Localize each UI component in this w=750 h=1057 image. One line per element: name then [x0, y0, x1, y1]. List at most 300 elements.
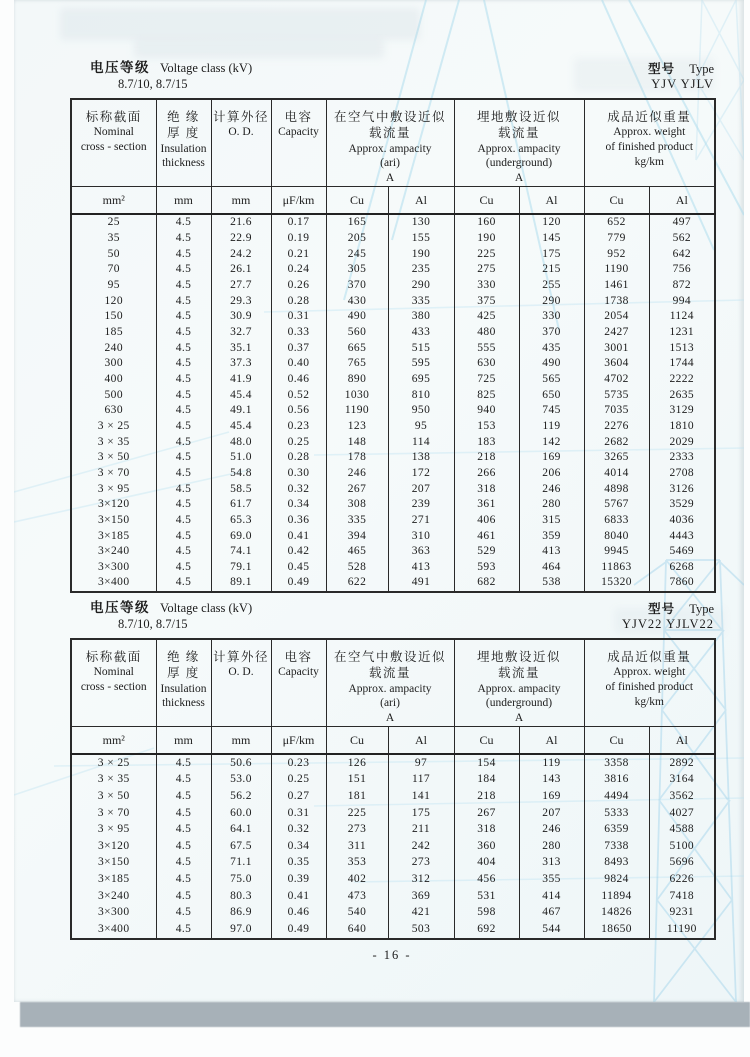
table-cell: 3 × 35: [71, 435, 156, 451]
table-cell: 994: [649, 294, 715, 310]
table-cell: 421: [388, 905, 454, 922]
table-cell: 0.49: [271, 575, 326, 592]
unit-mm: mm: [211, 727, 271, 755]
table-cell: 54.8: [211, 466, 271, 482]
unit-cu: Cu: [584, 727, 649, 755]
table-cell: 3×300: [71, 905, 156, 922]
table-cell: 175: [388, 805, 454, 822]
table-cell: 37.3: [211, 356, 271, 372]
table-row: [71, 278, 715, 294]
table-cell: 205: [326, 231, 388, 247]
table-cell: 97.0: [211, 921, 271, 939]
table-cell: 3001: [584, 341, 649, 357]
type-label-cn: 型号: [648, 62, 676, 76]
table-cell: 4.5: [156, 497, 211, 513]
table-cell: 75.0: [211, 871, 271, 888]
table-cell: 4702: [584, 372, 649, 388]
table-cell: 41.9: [211, 372, 271, 388]
table-cell: 361: [454, 497, 519, 513]
table-cell: 0.39: [271, 871, 326, 888]
unit-cu: Cu: [454, 727, 519, 755]
table-row: [71, 356, 715, 372]
table-cell: 725: [454, 372, 519, 388]
table-cell: 141: [388, 789, 454, 806]
table-cell: 3×240: [71, 888, 156, 905]
table-cell: 0.46: [271, 372, 326, 388]
table-cell: 491: [388, 575, 454, 592]
table-cell: 555: [454, 341, 519, 357]
table-cell: 1190: [584, 262, 649, 278]
table-cell: 640: [326, 921, 388, 939]
table-cell: 4.5: [156, 560, 211, 576]
table-cell: 3 × 95: [71, 822, 156, 839]
header-capacity: 电容 Capacity: [271, 639, 326, 727]
table-cell: 6359: [584, 822, 649, 839]
voltage-class-values: 8.7/10, 8.7/15: [118, 617, 188, 631]
table-cell: 5469: [649, 544, 715, 560]
table-cell: 3×185: [71, 871, 156, 888]
table-cell: 3 × 70: [71, 466, 156, 482]
table-cell: 4.5: [156, 544, 211, 560]
table-cell: 225: [454, 247, 519, 263]
table-cell: 0.34: [271, 497, 326, 513]
table-row: [71, 855, 715, 872]
table-cell: 0.23: [271, 754, 326, 772]
table-cell: 2029: [649, 435, 715, 451]
table-cell: 2054: [584, 309, 649, 325]
table-cell: 114: [388, 435, 454, 451]
table-cell: 4027: [649, 805, 715, 822]
table-cell: 3164: [649, 772, 715, 789]
table-cell: 2635: [649, 388, 715, 404]
table-cell: 4.5: [156, 921, 211, 939]
table-cell: 239: [388, 497, 454, 513]
table-cell: 414: [519, 888, 584, 905]
table-cell: 2682: [584, 435, 649, 451]
unit-mm: mm: [156, 187, 211, 215]
type-label-en: Type: [689, 602, 714, 616]
table-row: [71, 871, 715, 888]
table-cell: 0.33: [271, 325, 326, 341]
table-cell: 315: [519, 513, 584, 529]
table-row: [71, 772, 715, 789]
table-cell: 890: [326, 372, 388, 388]
table-cell: 355: [519, 871, 584, 888]
table-cell: 652: [584, 214, 649, 231]
table-cell: 456: [454, 871, 519, 888]
unit-al: Al: [649, 187, 715, 215]
table-cell: 185: [71, 325, 156, 341]
table-cell: 490: [326, 309, 388, 325]
header-ampacity-underground: 埋地敷设近似 载流量 Approx. ampacity (underground) A: [454, 99, 584, 187]
table-cell: 692: [454, 921, 519, 939]
type-models: YJV22 YJLV22: [622, 617, 714, 631]
table-cell: 4.5: [156, 772, 211, 789]
table-cell: 0.27: [271, 789, 326, 806]
table-cell: 3×120: [71, 497, 156, 513]
table-cell: 467: [519, 905, 584, 922]
table-cell: 126: [326, 754, 388, 772]
table-row: [71, 481, 715, 497]
table-cell: 183: [454, 435, 519, 451]
table-cell: 0.35: [271, 855, 326, 872]
table-row: [71, 528, 715, 544]
table-cell: 80.3: [211, 888, 271, 905]
table-cell: 4.5: [156, 528, 211, 544]
table-cell: 544: [519, 921, 584, 939]
table-cell: 435: [519, 341, 584, 357]
unit-mm: mm: [211, 187, 271, 215]
table-cell: 7418: [649, 888, 715, 905]
table-cell: 765: [326, 356, 388, 372]
voltage-class-values: 8.7/10, 8.7/15: [118, 77, 188, 91]
table-cell: 65.3: [211, 513, 271, 529]
table-cell: 9231: [649, 905, 715, 922]
unit-cu: Cu: [326, 187, 388, 215]
table-cell: 562: [649, 231, 715, 247]
table-cell: 8040: [584, 528, 649, 544]
table-row: [71, 231, 715, 247]
table-row: [71, 403, 715, 419]
table-cell: 69.0: [211, 528, 271, 544]
table-cell: 940: [454, 403, 519, 419]
unit-al: Al: [519, 187, 584, 215]
table-cell: 218: [454, 789, 519, 806]
table-cell: 2276: [584, 419, 649, 435]
table-cell: 290: [519, 294, 584, 310]
table-cell: 4.5: [156, 450, 211, 466]
table-cell: 255: [519, 278, 584, 294]
unit-cu: Cu: [584, 187, 649, 215]
table-row: [71, 309, 715, 325]
table-cell: 311: [326, 838, 388, 855]
table-row: [71, 419, 715, 435]
table-cell: 275: [454, 262, 519, 278]
table-cell: 370: [326, 278, 388, 294]
table-cell: 27.7: [211, 278, 271, 294]
table-cell: 1190: [326, 403, 388, 419]
table-cell: 1030: [326, 388, 388, 404]
table-cell: 4.5: [156, 325, 211, 341]
table-cell: 2333: [649, 450, 715, 466]
table-row: [71, 247, 715, 263]
table-cell: 14826: [584, 905, 649, 922]
table-cell: 0.31: [271, 805, 326, 822]
table-cell: 9824: [584, 871, 649, 888]
voltage-class-label-en: Voltage class (kV): [160, 601, 253, 615]
table-cell: 273: [326, 822, 388, 839]
table-cell: 4.5: [156, 372, 211, 388]
table-cell: 3×185: [71, 528, 156, 544]
table-cell: 4898: [584, 481, 649, 497]
table-cell: 29.3: [211, 294, 271, 310]
table-row: [71, 466, 715, 482]
table-cell: 3 × 50: [71, 789, 156, 806]
table-cell: 4.5: [156, 341, 211, 357]
table-cell: 184: [454, 772, 519, 789]
table-cell: 0.36: [271, 513, 326, 529]
unit-cu: Cu: [326, 727, 388, 755]
table-cell: 22.9: [211, 231, 271, 247]
table-cell: 0.41: [271, 888, 326, 905]
table-cell: 3 × 95: [71, 481, 156, 497]
header-ampacity-air: 在空气中敷设近似 载流量 Approx. ampacity (ari) A: [326, 639, 454, 727]
table-cell: 225: [326, 805, 388, 822]
table-cell: 5333: [584, 805, 649, 822]
table-cell: 26.1: [211, 262, 271, 278]
table-row: [71, 435, 715, 451]
table-cell: 60.0: [211, 805, 271, 822]
table-cell: 95: [388, 419, 454, 435]
cable-spec-table-yjv: [70, 98, 716, 593]
table-cell: 4.5: [156, 754, 211, 772]
table-row: [71, 822, 715, 839]
table-cell: 2222: [649, 372, 715, 388]
bleedthrough-smudge: [60, 8, 420, 40]
header-insulation-thickness: 绝 缘 厚 度 Insulation thickness: [156, 99, 211, 187]
table-cell: 0.25: [271, 772, 326, 789]
table-cell: 1231: [649, 325, 715, 341]
table-cell: 235: [388, 262, 454, 278]
table-cell: 1513: [649, 341, 715, 357]
voltage-class-label-cn: 电压等级: [90, 60, 150, 75]
table-cell: 6226: [649, 871, 715, 888]
table-cell: 375: [454, 294, 519, 310]
table-cell: 473: [326, 888, 388, 905]
table-row: [71, 497, 715, 513]
table-cell: 211: [388, 822, 454, 839]
table-cell: 330: [519, 309, 584, 325]
cable-spec-table-yjv22: [70, 638, 716, 940]
table-cell: 280: [519, 838, 584, 855]
table-cell: 4.5: [156, 805, 211, 822]
table-cell: 0.41: [271, 528, 326, 544]
table-cell: 665: [326, 341, 388, 357]
table-cell: 3×240: [71, 544, 156, 560]
table-cell: 528: [326, 560, 388, 576]
table-cell: 3 × 50: [71, 450, 156, 466]
table-cell: 595: [388, 356, 454, 372]
header-nominal-cross-section: 标称截面 Nominal cross - section: [71, 639, 156, 727]
table-cell: 4.5: [156, 435, 211, 451]
table-cell: 380: [388, 309, 454, 325]
table-cell: 0.24: [271, 262, 326, 278]
header-ampacity-air: 在空气中敷设近似 载流量 Approx. ampacity (ari) A: [326, 99, 454, 187]
table-cell: 4588: [649, 822, 715, 839]
table-row: [71, 754, 715, 772]
table-cell: 0.17: [271, 214, 326, 231]
table-cell: 0.46: [271, 905, 326, 922]
table-cell: 3 × 35: [71, 772, 156, 789]
table-cell: 413: [519, 544, 584, 560]
table-cell: 430: [326, 294, 388, 310]
table-cell: 0.19: [271, 231, 326, 247]
table-cell: 97: [388, 754, 454, 772]
table-cell: 7860: [649, 575, 715, 592]
table-cell: 0.37: [271, 341, 326, 357]
table-cell: 119: [519, 419, 584, 435]
table-cell: 271: [388, 513, 454, 529]
table-row: [71, 262, 715, 278]
table-cell: 30.9: [211, 309, 271, 325]
table-cell: 335: [326, 513, 388, 529]
table-cell: 0.40: [271, 356, 326, 372]
table-cell: 0.21: [271, 247, 326, 263]
table-cell: 4.5: [156, 466, 211, 482]
table-cell: 630: [454, 356, 519, 372]
table-cell: 89.1: [211, 575, 271, 592]
table-cell: 4.5: [156, 356, 211, 372]
table-cell: 406: [454, 513, 519, 529]
table-cell: 4014: [584, 466, 649, 482]
table-cell: 0.31: [271, 309, 326, 325]
unit-mm2: mm²: [71, 727, 156, 755]
header-finished-weight: 成品近似重量 Approx. weight of finished product kg/km: [584, 639, 715, 727]
table-cell: 3×400: [71, 921, 156, 939]
table-cell: 5767: [584, 497, 649, 513]
table-cell: 3 × 25: [71, 419, 156, 435]
table-cell: 370: [519, 325, 584, 341]
table-cell: 3×120: [71, 838, 156, 855]
table-cell: 598: [454, 905, 519, 922]
table-cell: 4.5: [156, 309, 211, 325]
table-cell: 308: [326, 497, 388, 513]
table-cell: 165: [326, 214, 388, 231]
table-cell: 53.0: [211, 772, 271, 789]
table-cell: 4.5: [156, 871, 211, 888]
table-cell: 531: [454, 888, 519, 905]
table-cell: 61.7: [211, 497, 271, 513]
table-row: [71, 214, 715, 231]
table-cell: 369: [388, 888, 454, 905]
table-cell: 71.1: [211, 855, 271, 872]
table-cell: 11190: [649, 921, 715, 939]
table-cell: 175: [519, 247, 584, 263]
table-cell: 150: [71, 309, 156, 325]
table-cell: 318: [454, 822, 519, 839]
table-cell: 11863: [584, 560, 649, 576]
table-cell: 4.5: [156, 888, 211, 905]
table-cell: 64.1: [211, 822, 271, 839]
table-cell: 35: [71, 231, 156, 247]
table-cell: 4.5: [156, 513, 211, 529]
table-cell: 3816: [584, 772, 649, 789]
table-cell: 190: [454, 231, 519, 247]
table-cell: 3×150: [71, 855, 156, 872]
table-cell: 461: [454, 528, 519, 544]
table-cell: 206: [519, 466, 584, 482]
table-cell: 58.5: [211, 481, 271, 497]
type-caption-1: [648, 62, 714, 92]
table-cell: 480: [454, 325, 519, 341]
table-cell: 515: [388, 341, 454, 357]
table-cell: 312: [388, 871, 454, 888]
table-cell: 950: [388, 403, 454, 419]
header-capacity: 电容 Capacity: [271, 99, 326, 187]
table-cell: 1738: [584, 294, 649, 310]
unit-cu: Cu: [454, 187, 519, 215]
table-cell: 0.30: [271, 466, 326, 482]
type-label-cn: 型号: [648, 602, 676, 616]
table-cell: 952: [584, 247, 649, 263]
table-cell: 3 × 70: [71, 805, 156, 822]
unit-al: Al: [519, 727, 584, 755]
table-cell: 3×150: [71, 513, 156, 529]
header-finished-weight: 成品近似重量 Approx. weight of finished product kg/km: [584, 99, 715, 187]
table-row: [71, 294, 715, 310]
table-cell: 95: [71, 278, 156, 294]
table-cell: 280: [519, 497, 584, 513]
table-row: [71, 544, 715, 560]
table-cell: 0.23: [271, 419, 326, 435]
table-cell: 779: [584, 231, 649, 247]
table-cell: 24.2: [211, 247, 271, 263]
table-cell: 1461: [584, 278, 649, 294]
scanned-page: [14, 0, 744, 1002]
table-cell: 4.5: [156, 838, 211, 855]
table-cell: 6833: [584, 513, 649, 529]
table-cell: 465: [326, 544, 388, 560]
table-cell: 4.5: [156, 905, 211, 922]
table-cell: 4.5: [156, 214, 211, 231]
table-cell: 3126: [649, 481, 715, 497]
table-cell: 4.5: [156, 419, 211, 435]
table-cell: 145: [519, 231, 584, 247]
table-cell: 172: [388, 466, 454, 482]
table-row: [71, 921, 715, 939]
table-row: [71, 372, 715, 388]
type-label-en: Type: [689, 62, 714, 76]
table-cell: 0.34: [271, 838, 326, 855]
table-cell: 0.45: [271, 560, 326, 576]
header-od: 计算外径 O. D.: [211, 639, 271, 727]
table-cell: 330: [454, 278, 519, 294]
table-cell: 4.5: [156, 855, 211, 872]
table-cell: 18650: [584, 921, 649, 939]
table-cell: 0.28: [271, 294, 326, 310]
table-cell: 650: [519, 388, 584, 404]
table-cell: 181: [326, 789, 388, 806]
table-cell: 3×400: [71, 575, 156, 592]
table-cell: 394: [326, 528, 388, 544]
table-cell: 142: [519, 435, 584, 451]
table-cell: 3562: [649, 789, 715, 806]
table-cell: 2708: [649, 466, 715, 482]
table-row: [71, 789, 715, 806]
table-cell: 695: [388, 372, 454, 388]
voltage-class-caption-2: [90, 600, 252, 632]
table-cell: 538: [519, 575, 584, 592]
unit-mm: mm: [156, 727, 211, 755]
table-cell: 169: [519, 450, 584, 466]
unit-mm2: mm²: [71, 187, 156, 215]
table-cell: 402: [326, 871, 388, 888]
table-cell: 45.4: [211, 419, 271, 435]
table-cell: 154: [454, 754, 519, 772]
table-cell: 1810: [649, 419, 715, 435]
table-cell: 4443: [649, 528, 715, 544]
table-cell: 169: [519, 789, 584, 806]
header-ampacity-underground: 埋地敷设近似 载流量 Approx. ampacity (underground) A: [454, 639, 584, 727]
table-cell: 242: [388, 838, 454, 855]
type-caption-2: [622, 602, 714, 632]
header-insulation-thickness: 绝 缘 厚 度 Insulation thickness: [156, 639, 211, 727]
header-od: 计算外径 O. D.: [211, 99, 271, 187]
table-cell: 622: [326, 575, 388, 592]
table-cell: 267: [326, 481, 388, 497]
table-cell: 246: [519, 822, 584, 839]
table-cell: 148: [326, 435, 388, 451]
